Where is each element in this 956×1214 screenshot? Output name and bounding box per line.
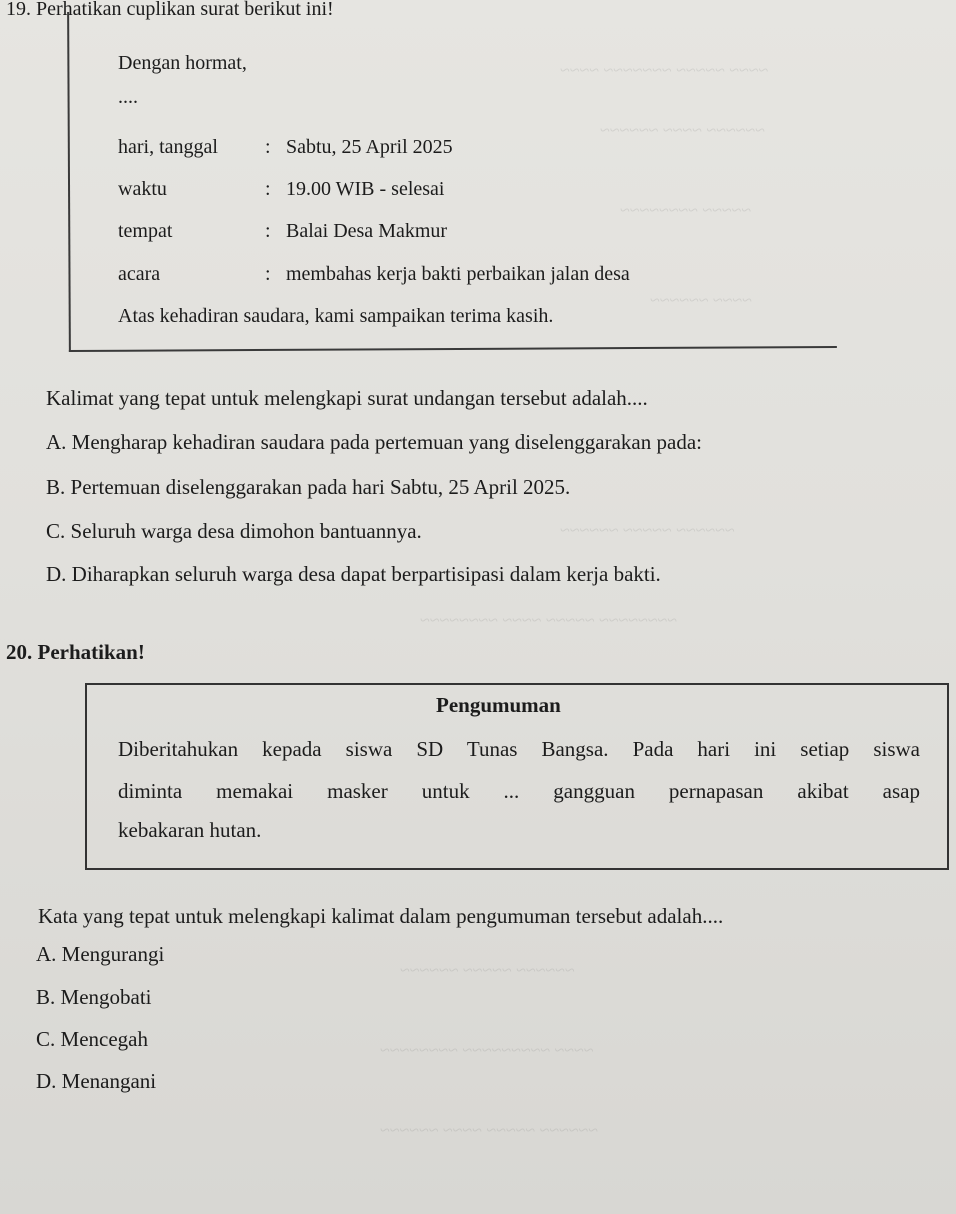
letter-closing: Atas kehadiran saudara, kami sampaikan terima kasih. xyxy=(118,305,554,327)
q19-option-c[interactable] xyxy=(46,519,422,544)
detail-sep-event: : xyxy=(265,263,271,285)
option-text: Pertemuan diselenggarakan pada hari Sabtu, 25 April 2025. xyxy=(70,475,571,499)
option-letter: A. xyxy=(36,942,57,966)
option-letter: C. xyxy=(46,519,66,543)
option-text: Mengharap kehadiran saudara pada pertemuan yang diselenggarakan pada: xyxy=(71,430,702,454)
q20-option-d[interactable] xyxy=(36,1069,156,1094)
option-letter: A. xyxy=(46,430,67,454)
detail-label-place: tempat xyxy=(118,220,173,242)
q19-option-d[interactable] xyxy=(46,562,661,587)
detail-value-event: membahas kerja bakti perbaikan jalan desa xyxy=(286,263,630,285)
letter-greeting: Dengan hormat, xyxy=(118,52,247,74)
option-text: Mengurangi xyxy=(61,942,165,966)
option-text: Mengobati xyxy=(60,985,152,1009)
q20-option-a[interactable] xyxy=(36,942,164,967)
q20-heading: 20. Perhatikan! xyxy=(6,640,145,664)
detail-sep-time: : xyxy=(265,178,271,200)
q20-question: Kata yang tepat untuk melengkapi kalimat dalam pengumuman tersebut adalah.... xyxy=(38,904,724,928)
option-text: Mencegah xyxy=(60,1027,148,1051)
letter-ellipsis: .... xyxy=(118,86,138,108)
q19-heading: 19. Perhatikan cuplikan surat berikut ini! xyxy=(6,0,334,20)
detail-value-date: Sabtu, 25 April 2025 xyxy=(286,136,453,158)
option-letter: B. xyxy=(36,985,56,1009)
announcement-title: Pengumuman xyxy=(436,693,561,717)
option-letter: C. xyxy=(36,1027,56,1051)
option-text: Seluruh warga desa dimohon bantuannya. xyxy=(70,519,422,543)
detail-sep-place: : xyxy=(265,220,271,242)
q19-question: Kalimat yang tepat untuk melengkapi surat undangan tersebut adalah.... xyxy=(46,386,648,410)
q20-option-c[interactable] xyxy=(36,1027,148,1052)
q19-option-b[interactable] xyxy=(46,475,570,500)
detail-label-time: waktu xyxy=(118,178,167,200)
announcement-line-3: kebakaran hutan. xyxy=(118,818,262,842)
detail-sep-date: : xyxy=(265,136,271,158)
option-letter: D. xyxy=(46,562,67,586)
option-letter: D. xyxy=(36,1069,57,1093)
detail-label-event: acara xyxy=(118,263,161,285)
q20-option-b[interactable] xyxy=(36,985,152,1010)
option-letter: B. xyxy=(46,475,66,499)
detail-label-date: hari, tanggal xyxy=(118,136,218,158)
announcement-line-2: diminta memakai masker untuk ... gangguan pernapasan akibat asap xyxy=(118,779,920,803)
option-text: Diharapkan seluruh warga desa dapat berpartisipasi dalam kerja bakti. xyxy=(71,562,661,586)
announcement-line-1: Diberitahukan kepada siswa SD Tunas Bangsa. Pada hari ini setiap siswa xyxy=(118,737,920,761)
detail-value-time: 19.00 WIB - selesai xyxy=(286,178,445,200)
q19-option-a[interactable] xyxy=(46,430,702,455)
detail-value-place: Balai Desa Makmur xyxy=(286,220,448,242)
option-text: Menangani xyxy=(61,1069,157,1093)
